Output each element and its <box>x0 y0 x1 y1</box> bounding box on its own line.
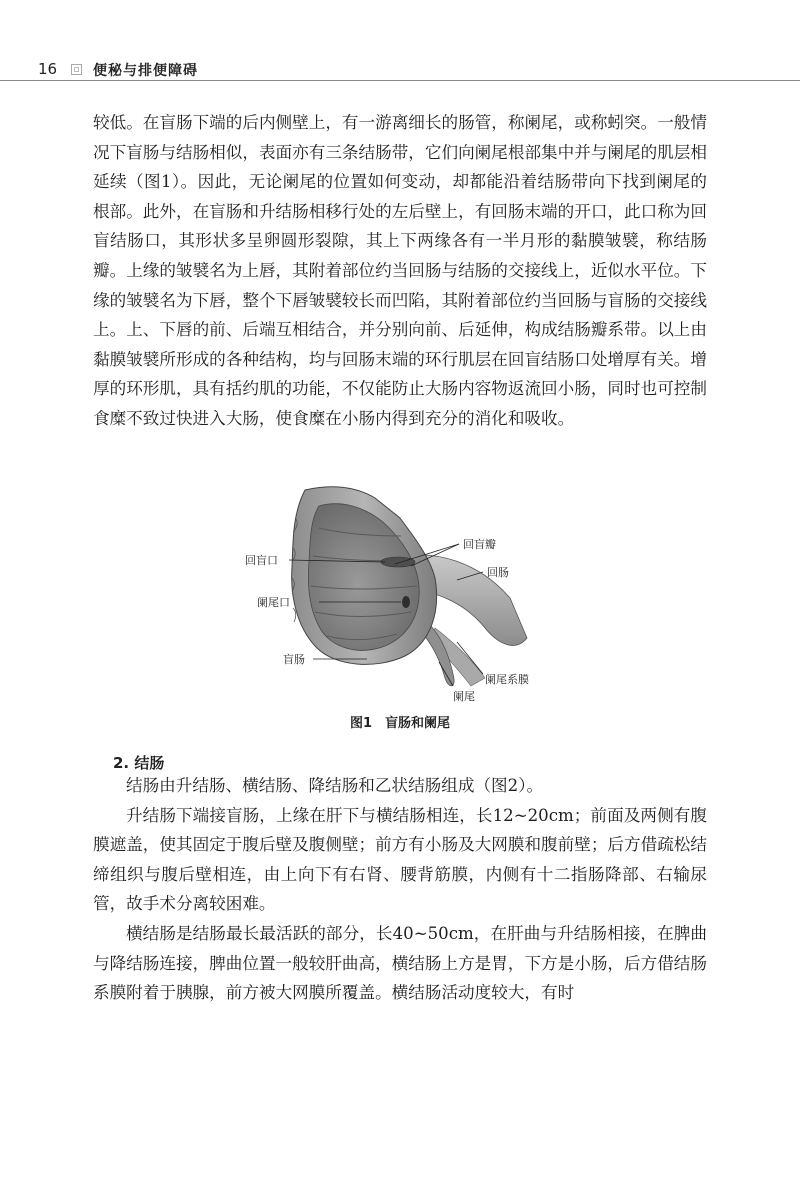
label-appendix-orifice: 阑尾口 <box>257 596 290 609</box>
label-ileocecal-valve: 回盲瓣 <box>463 538 496 551</box>
label-ileocecal-orifice: 回盲口 <box>245 554 278 567</box>
cecum-appendix-figure <box>235 478 565 710</box>
section-heading: 2. 结肠 <box>113 754 165 772</box>
body-paragraph: 升结肠下端接盲肠，上缘在肝下与横结肠相连，长12~20cm；前面及两侧有腹膜遮盖，使其固定于腹后壁及腹侧壁；前方有小肠及大网膜和腹前壁；后方借疏松结缔组织与腹后壁相连，由上向下有右肾、腰背筋膜，内侧有十二指肠降部、右输尿管，故手术分离较困难。 <box>93 805 707 914</box>
header-square-icon <box>71 64 82 75</box>
running-title: 便秘与排便障碍 <box>93 63 198 79</box>
colon-section-body <box>93 771 707 1008</box>
body-paragraph: 较低。在盲肠下端的后内侧壁上，有一游离细长的肠管，称阑尾，或称蚓突。一般情况下盲肠与结肠相似，表面亦有三条结肠带，它们向阑尾根部集中并与阑尾的肌层相延续（图1）。因此，无论阑尾的位置如何变动，却都能沿着结肠带向下找到阑尾的根部。此外，在盲肠和升结肠相移行处的左后壁上，有回肠末端的开口，此口称为回盲结肠口，其形状多呈卵圆形裂隙，其上下两缘各有一半月形的黏膜皱襞，称结肠瓣。上缘的皱襞名为上唇，其附着部位约当回肠与结肠的交接线上，近似水平位。下缘的皱襞名为下唇，整个下唇皱襞较长而凹陷，其附着部位约当回肠与盲肠的交接线上。上、下唇的前、后端互相结合，并分别向前、后延伸，构成结肠瓣系带。以上由黏膜皱襞所形成的各种结构，均与回肠末端的环行肌层在回盲结肠口处增厚有关。增厚的环形肌，具有括约肌的功能，不仅能防止大肠内容物返流回小肠，同时也可控制食糜不致过快进入大肠，使食糜在小肠内得到充分的消化和吸收。 <box>93 113 707 428</box>
body-paragraph: 横结肠是结肠最长最活跃的部分，长40~50cm，在肝曲与升结肠相接，在脾曲与降结肠连接，脾曲位置一般较肝曲高，横结肠上方是胃，下方是小肠，后方借结肠系膜附着于胰腺，前方被大网膜所覆盖。横结肠活动度较大，有时 <box>93 923 707 1003</box>
body-paragraph: 结肠由升结肠、横结肠、降结肠和乙状结肠组成（图2）。 <box>126 776 544 795</box>
page-number: 16 <box>38 60 58 78</box>
running-header <box>0 56 800 82</box>
label-cecum: 盲肠 <box>283 653 305 666</box>
figure-caption: 图1 盲肠和阑尾 <box>349 716 451 731</box>
label-appendix: 阑尾 <box>453 690 475 703</box>
label-mesoappendix: 阑尾系膜 <box>485 673 529 686</box>
cecum-illustration <box>235 478 565 710</box>
label-ileum: 回肠 <box>487 566 509 579</box>
header-rule <box>0 80 800 81</box>
